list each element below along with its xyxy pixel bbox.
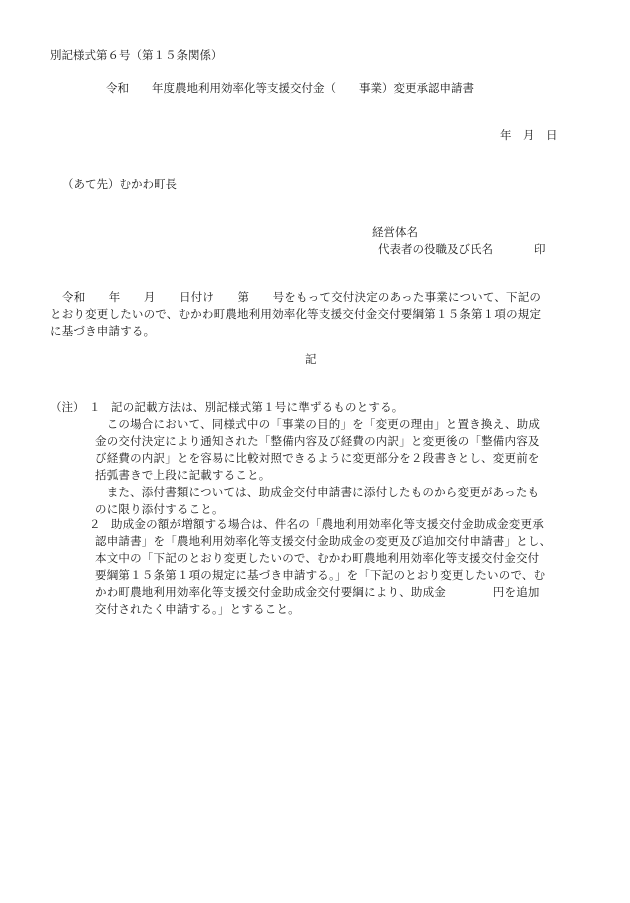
note-line: 記の記載方法は、別記様式第１号に準ずるものとする。: [111, 400, 404, 414]
ki-heading: 記: [305, 352, 317, 366]
note-line: 本文中の「下記のとおり変更したいので、むかわ町農地利用効率化等支援交付金交付: [95, 551, 540, 565]
applicant-rep-label: 代表者の役職及び氏名: [378, 242, 493, 256]
body-line: とおり変更したいので、むかわ町農地利用効率化等支援交付金交付要綱第１５条第１項の規定: [50, 307, 542, 321]
note-line: 交付されたく申請する。」とすること。: [95, 602, 300, 616]
request-body: [50, 289, 578, 340]
note-line: 括弧書きで上段に記載すること。: [95, 468, 271, 482]
note-line: また、添付書類については、助成金交付申請書に添付したものから変更があったも: [95, 485, 540, 499]
note-2-number: ２: [89, 517, 101, 531]
addressee: （あて先）むかわ町長: [62, 177, 177, 191]
note-1-text: [95, 399, 581, 518]
note-line: のに限り添付すること。: [95, 502, 224, 516]
note-2-text: [95, 516, 581, 618]
applicant-org-label: 経営体名: [372, 225, 418, 239]
date-field: 年 月 日: [500, 128, 558, 142]
note-line: かわ町農地利用効率化等支援交付金助成金交付要綱により、助成金 円を追加: [95, 585, 540, 599]
note-line: 助成金の額が増額する場合は、件名の「農地利用効率化等支援交付金助成金変更承: [111, 517, 544, 531]
notes-label: （注）: [50, 400, 85, 414]
body-line: 令和 年 月 日付け 第 号をもって交付決定のあった事業について、下記の: [62, 290, 542, 304]
note-line: 金の交付決定により通知された「整備内容及び経費の内訳」と変更後の「整備内容及: [95, 434, 540, 448]
note-line: び経費の内訳」とを容易に比較対照できるように変更部分を２段書きとし、変更前を: [95, 451, 540, 465]
note-1-number: １: [89, 400, 101, 414]
note-line: 要綱第１５条第１項の規定に基づき申請する。」を「下記のとおり変更したいので、む: [95, 568, 546, 582]
note-line: 認申請書」を「農地利用効率化等支援交付金助成金の変更及び追加交付申請書」とし、: [95, 534, 552, 548]
body-line: に基づき申請する。: [50, 324, 156, 338]
seal-mark: 印: [534, 242, 546, 256]
form-label: 別記様式第６号（第１５条関係）: [50, 48, 223, 62]
document-title: 令和 年度農地利用効率化等支援交付金（ 事業）変更承認申請書: [106, 81, 474, 95]
note-line: この場合において、同様式中の「事業の目的」を「変更の理由」と置き換え、助成: [95, 417, 541, 431]
